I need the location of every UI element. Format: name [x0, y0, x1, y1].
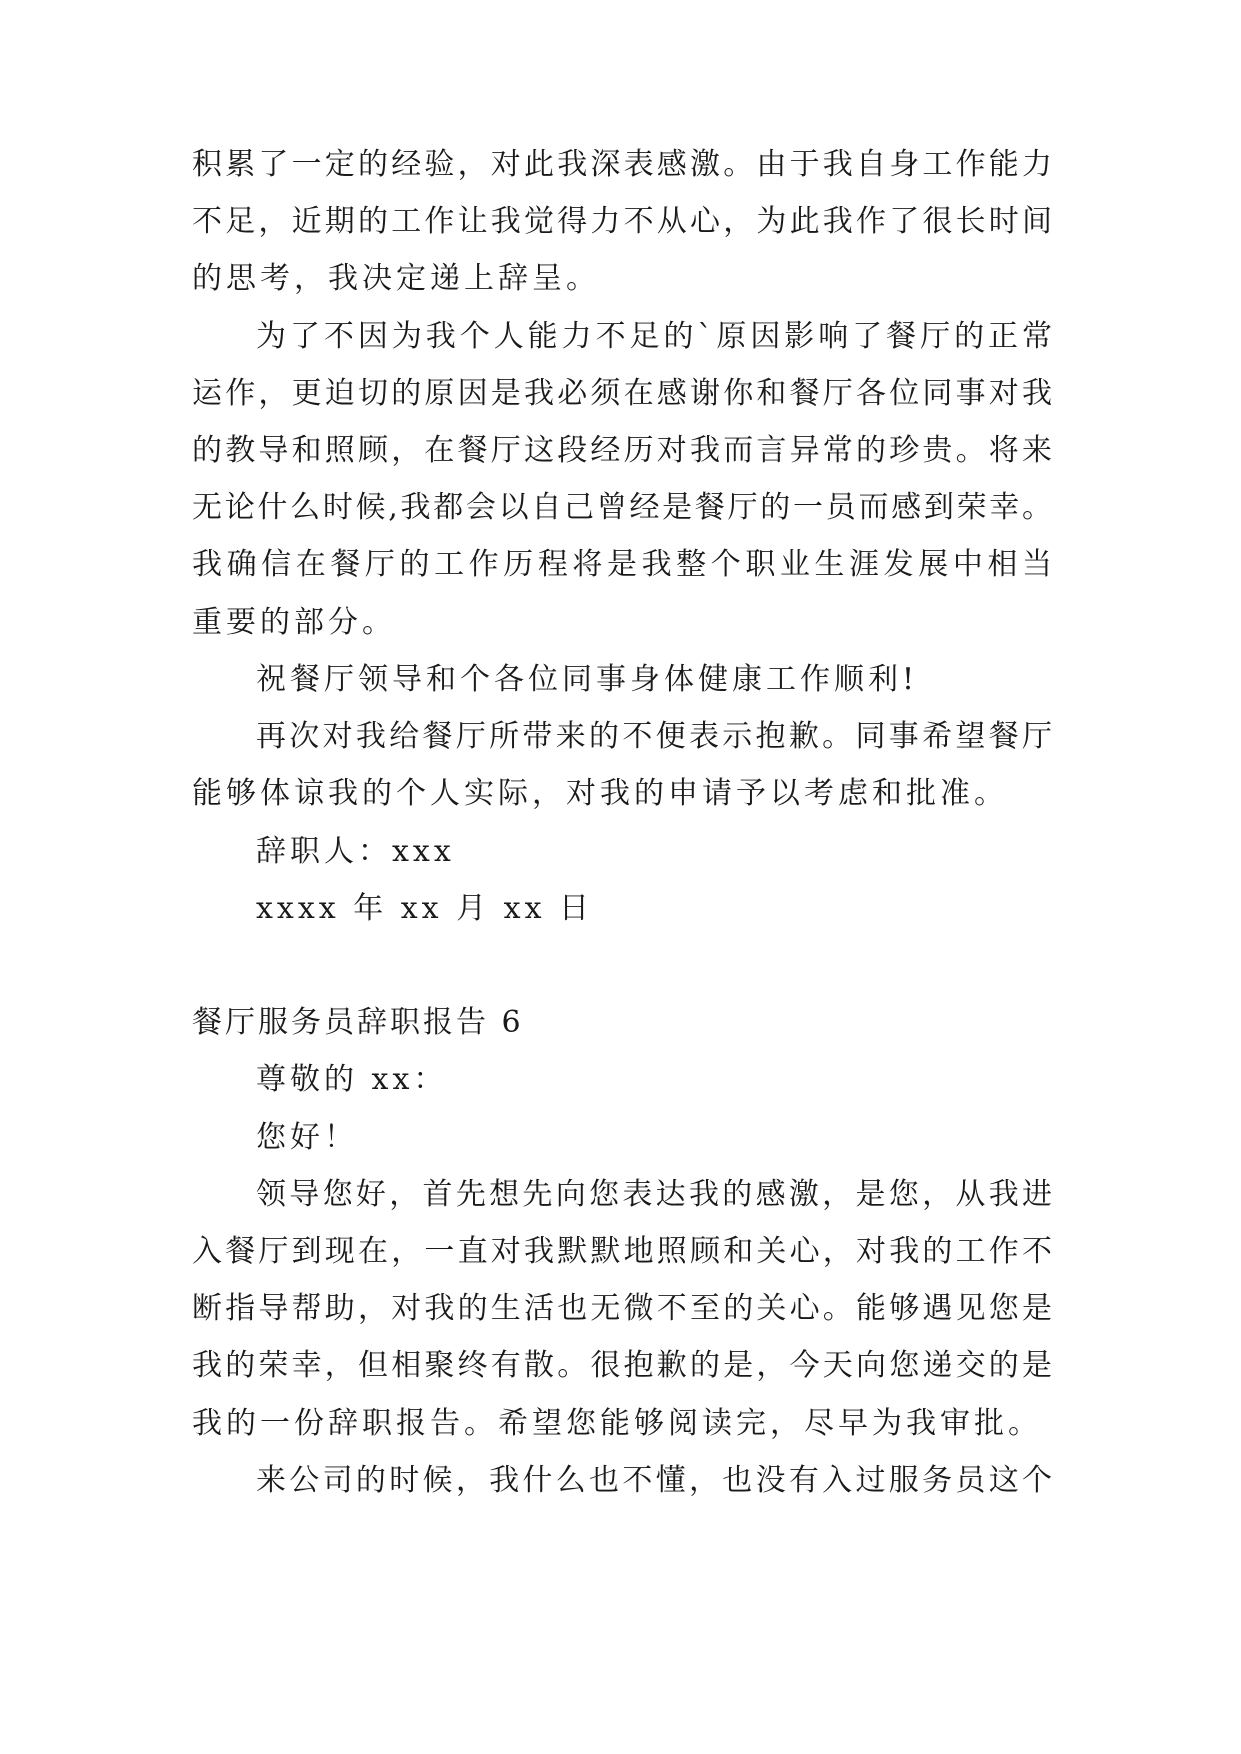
text-line: 断指导帮助，对我的生活也无微不至的关心。能够遇见您是	[192, 1291, 1052, 1326]
date-line: xxxx 年 xx 月 xx 日	[256, 891, 594, 926]
paragraph-first-line: 祝餐厅领导和个各位同事身体健康工作顺利!	[256, 662, 919, 697]
text-line: 运作，更迫切的原因是我必须在感谢你和餐厅各位同事对我	[192, 376, 1052, 411]
text-line: 不足，近期的工作让我觉得力不从心，为此我作了很长时间	[192, 204, 1052, 239]
salutation-line: 尊敬的 xx：	[256, 1062, 448, 1097]
text-line: 我的一份辞职报告。希望您能够阅读完，尽早为我审批。	[192, 1406, 1042, 1441]
paragraph-first-line: 再次对我给餐厅所带来的不便表示抱歉。同事希望餐厅	[256, 719, 1052, 754]
text-line: 的思考，我决定递上辞呈。	[192, 261, 600, 296]
text-line: 入餐厅到现在，一直对我默默地照顾和关心，对我的工作不	[192, 1234, 1052, 1269]
text-line: 无论什么时候,我都会以自己曾经是餐厅的一员而感到荣幸。	[192, 490, 1052, 525]
text-line: 我的荣幸，但相聚终有散。很抱歉的是，今天向您递交的是	[192, 1348, 1052, 1383]
signature-line: 辞职人：xxx	[256, 834, 455, 869]
paragraph-first-line: 领导您好，首先想先向您表达我的感激，是您，从我进	[256, 1177, 1052, 1212]
paragraph-first-line: 来公司的时候，我什么也不懂，也没有入过服务员这个	[256, 1463, 1052, 1498]
text-line: 积累了一定的经验，对此我深表感激。由于我自身工作能力	[192, 147, 1052, 182]
text-line: 的教导和照顾，在餐厅这段经历对我而言异常的珍贵。将来	[192, 433, 1052, 468]
text-line: 能够体谅我的个人实际，对我的申请予以考虑和批准。	[192, 776, 1008, 811]
paragraph-first-line: 为了不因为我个人能力不足的`原因影响了餐厅的正常	[256, 319, 1052, 354]
section-heading: 餐厅服务员辞职报告 6	[192, 1005, 524, 1040]
greeting-line: 您好！	[256, 1120, 358, 1155]
text-line: 重要的部分。	[192, 605, 396, 640]
text-line: 我确信在餐厅的工作历程将是我整个职业生涯发展中相当	[192, 547, 1052, 582]
